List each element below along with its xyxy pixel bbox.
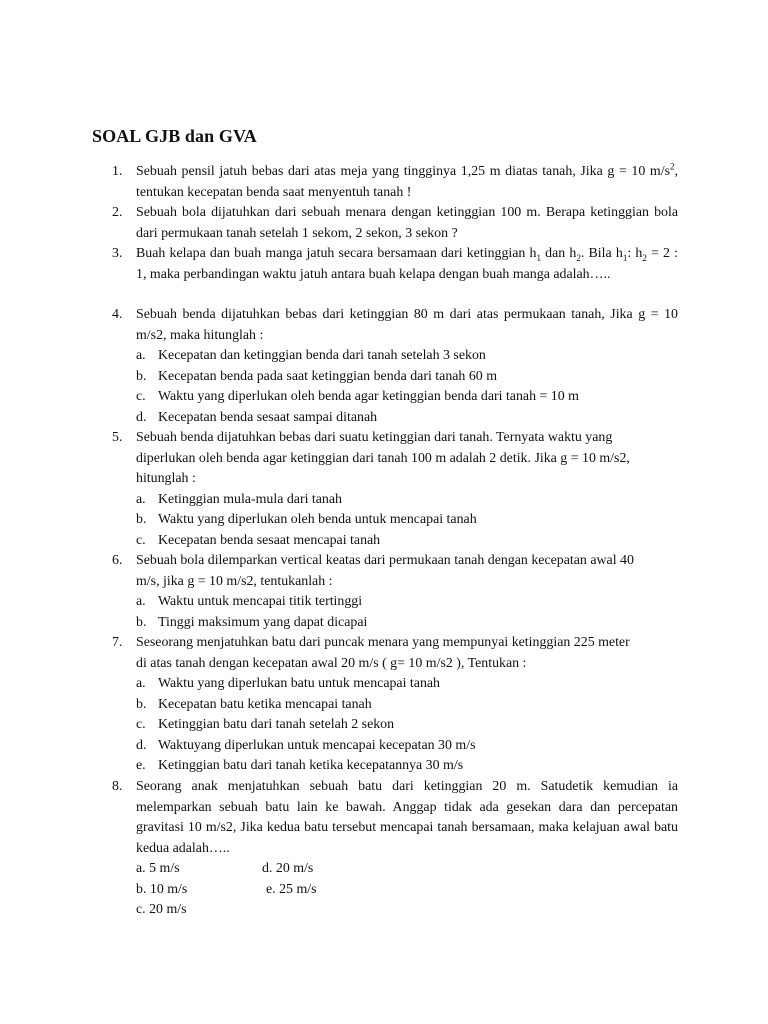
question-text: Sebuah bola dijatuhkan dari sebuah menara dengan ketinggian 100 m. Berapa ketinggian bola dari permukaan tanah setelah 1 sekom, 2 sekon, 3 sekon ? <box>136 205 678 241</box>
question-text-part: . Bila h <box>580 246 623 261</box>
subscript: 1 <box>536 252 541 263</box>
question-number: 7. <box>112 635 123 650</box>
question-number: 2. <box>112 205 123 220</box>
option-row <box>136 880 678 901</box>
option-item: b. 10 m/s <box>136 881 188 897</box>
question-number: 6. <box>112 553 123 568</box>
question-line: Seseorang menjatuhkan batu dari puncak menara yang mempunyai ketinggian 225 meter <box>136 635 630 650</box>
option-letter: c. <box>136 389 146 404</box>
subscript: 1 <box>622 252 628 263</box>
option-text: Kecepatan benda sesaat mencapai tanah <box>158 532 381 548</box>
option-text: Ketinggian mula-mula dari tanah <box>158 491 342 507</box>
question-6 <box>112 551 678 633</box>
question-text <box>136 428 678 490</box>
subscript: 2 <box>642 252 647 263</box>
option-item: a. 5 m/s <box>136 861 180 876</box>
option-item <box>136 387 678 408</box>
question-number: 4. <box>112 307 123 322</box>
option-letter: a. <box>136 491 146 507</box>
question-line: diperlukan oleh benda agar ketinggian dari tanah 100 m adalah 2 detik. Jika g = 10 m/s2, <box>136 450 630 466</box>
option-item <box>136 346 678 367</box>
option-grid <box>136 859 678 921</box>
option-item: d. 20 m/s <box>262 861 314 876</box>
option-text: Ketinggian batu dari tanah setelah 2 sekon <box>158 717 395 732</box>
option-item <box>136 408 678 429</box>
option-letter: c. <box>136 532 146 548</box>
option-list <box>136 346 678 428</box>
option-text: Waktu yang diperlukan batu untuk mencapai tanah <box>158 676 441 691</box>
question-number: 8. <box>112 779 123 794</box>
option-letter: e. <box>136 758 146 773</box>
option-letter: b. <box>136 614 147 630</box>
question-text-part: Sebuah pensil jatuh bebas dari atas meja yang tingginya 1,25 m diatas tanah, Jika g = 10 m/s <box>136 164 671 179</box>
option-text: Tinggi maksimum yang dapat dicapai <box>158 614 368 630</box>
option-item: e. 25 m/s <box>266 881 317 897</box>
question-line: di atas tanah dengan kecepatan awal 20 m/s ( g= 10 m/s2 ), Tentukan : <box>136 655 527 671</box>
option-item <box>136 715 678 736</box>
option-item: c. 20 m/s <box>136 902 187 917</box>
option-item <box>136 674 678 695</box>
option-item <box>136 695 678 716</box>
option-text: Kecepatan benda sesaat sampai ditanah <box>158 409 378 425</box>
superscript: 2 <box>670 161 675 172</box>
option-letter: c. <box>136 717 146 732</box>
option-letter: d. <box>136 737 147 753</box>
option-letter: d. <box>136 409 147 425</box>
option-item <box>136 756 678 777</box>
option-list <box>136 592 678 633</box>
option-text: Ketinggian batu dari tanah ketika kecepatannya 30 m/s <box>158 758 464 773</box>
question-text: Sebuah benda dijatuhkan bebas dari ketinggian 80 m dari atas permukaan tanah, Jika g = 10 m/s2, maka hitunglah : <box>136 307 678 343</box>
question-line: Sebuah bola dilemparkan vertical keatas dari permukaan tanah dengan kecepatan awal 40 <box>136 553 634 568</box>
option-letter: a. <box>136 594 146 609</box>
option-letter: b. <box>136 512 147 527</box>
question-5 <box>112 428 678 551</box>
option-text: Waktu yang diperlukan oleh benda untuk mencapai tanah <box>158 512 477 527</box>
question-line: hitunglah : <box>136 471 196 486</box>
question-text-part: = 2 : 1, maka perbandingan waktu jatuh antara buah kelapa dengan buah manga adalah….. <box>136 246 678 282</box>
option-text: Kecepatan batu ketika mencapai tanah <box>158 696 372 712</box>
question-3 <box>112 244 678 285</box>
option-item <box>136 490 678 511</box>
question-text: Seorang anak menjatuhkan sebuah batu dari ketinggian 20 m. Satudetik kemudian ia melemparkan sebuah batu lain ke bawah. Anggap tidak ada gesekan dara dan percepatan gravitasi 10 m/s2, Jika kedua batu tersebut mencapai tanah bersamaan, maka kelajuan awal batu kedua adalah….. <box>136 779 678 856</box>
option-text: Kecepatan dan ketinggian benda dari tanah setelah 3 sekon <box>158 348 486 363</box>
question-text <box>136 551 678 592</box>
option-row <box>136 900 678 921</box>
question-text-part: , tentukan kecepatan benda saat menyentuh tanah ! <box>136 164 678 200</box>
option-item <box>136 736 678 757</box>
option-item <box>136 613 678 634</box>
option-row <box>136 859 678 880</box>
question-number: 3. <box>112 246 123 261</box>
question-8 <box>112 777 678 921</box>
option-text: Waktu yang diperlukan oleh benda agar ketinggian benda dari tanah = 10 m <box>158 389 579 404</box>
subscript: 2 <box>576 252 581 263</box>
question-line: Sebuah benda dijatuhkan bebas dari suatu ketinggian dari tanah. Ternyata waktu yang <box>136 430 613 445</box>
option-list <box>136 674 678 777</box>
option-letter: b. <box>136 368 147 384</box>
question-text <box>136 162 678 203</box>
question-text-part: : h <box>627 246 643 261</box>
question-number: 5. <box>112 430 123 445</box>
option-letter: a. <box>136 348 146 363</box>
question-text <box>136 244 678 285</box>
question-text-part: dan h <box>541 246 577 261</box>
option-text: Waktu untuk mencapai titik tertinggi <box>158 594 363 609</box>
option-letter: b. <box>136 696 147 712</box>
option-item <box>136 531 678 552</box>
question-text-part: Buah kelapa dan buah manga jatuh secara bersamaan dari ketinggian h <box>136 246 537 261</box>
question-line: m/s, jika g = 10 m/s2, tentukanlah : <box>136 573 333 589</box>
option-item <box>136 510 678 531</box>
option-list <box>136 490 678 552</box>
option-item <box>136 592 678 613</box>
option-item <box>136 367 678 388</box>
question-7 <box>112 633 678 777</box>
question-text <box>136 633 678 674</box>
question-4 <box>112 305 678 428</box>
question-2 <box>112 203 678 244</box>
question-1 <box>112 162 678 203</box>
option-text: Kecepatan benda pada saat ketinggian benda dari tanah 60 m <box>158 368 498 384</box>
option-text: Waktuyang diperlukan untuk mencapai kecepatan 30 m/s <box>158 737 476 753</box>
question-number: 1. <box>112 164 123 179</box>
option-letter: a. <box>136 676 146 691</box>
document-title: SOAL GJB dan GVA <box>92 126 257 146</box>
